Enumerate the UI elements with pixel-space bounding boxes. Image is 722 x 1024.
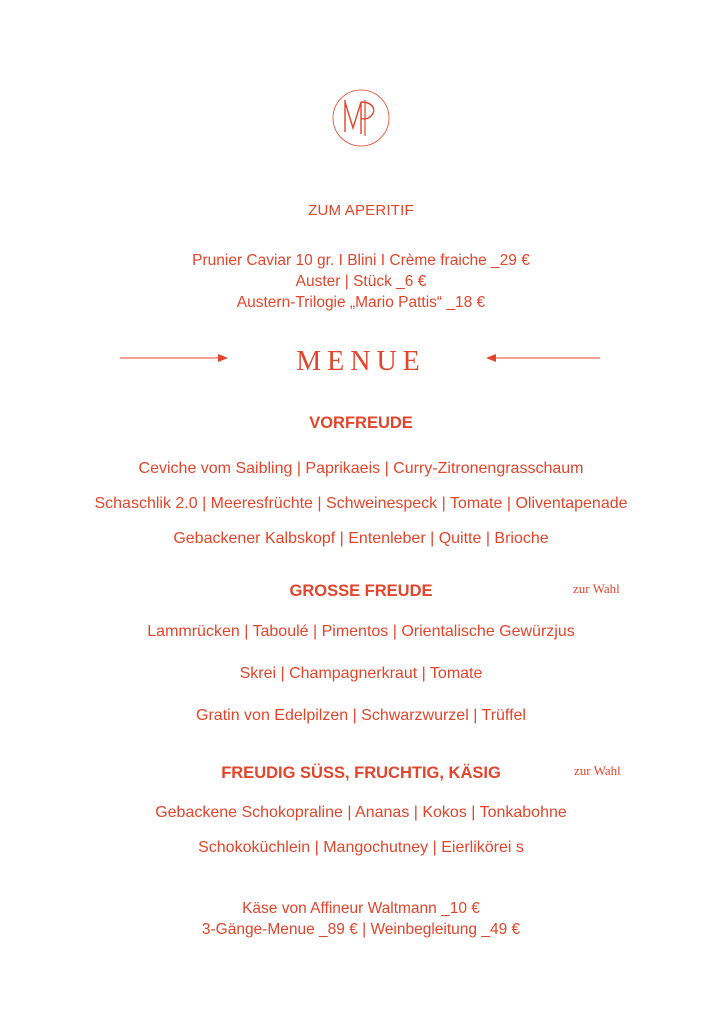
arrow-left-icon <box>484 352 600 364</box>
section-title-grosse-freude: GROSSE FREUDE <box>289 582 433 600</box>
dish-item: Skrei | Champagnerkraut | Tomate <box>239 665 483 682</box>
dish-item: Ceviche vom Saibling | Paprikaeis | Curry-Zitronengrasschaum <box>138 460 584 477</box>
monogram-logo-icon <box>331 88 391 148</box>
section-title-vorfreude: VORFREUDE <box>309 414 413 432</box>
aperitif-item: Austern-Trilogie „Mario Pattis“ _18 € <box>236 294 486 311</box>
footer-item: Käse von Affineur Waltmann _10 € <box>242 900 480 917</box>
dish-item: Gratin von Edelpilzen | Schwarzwurzel | Trüffel <box>196 707 526 724</box>
footer-item: 3-Gänge-Menue _89 € | Weinbegleitung _49 € <box>201 921 521 938</box>
aperitif-item: Prunier Caviar 10 gr. I Blini I Crème fraiche _29 € <box>192 252 530 269</box>
dish-item: Gebackener Kalbskopf | Entenleber | Quitte | Brioche <box>173 530 549 547</box>
aperitif-item: Auster | Stück _6 € <box>295 273 427 290</box>
dish-item: Lammrücken | Taboulé | Pimentos | Orientalische Gewürzjus <box>147 623 575 640</box>
section-title-dessert: FREUDIG SÜSS, FRUCHTIG, KÄSIG <box>221 764 501 782</box>
menue-title: MENUE <box>296 346 426 377</box>
aperitif-title: ZUM APERITIF <box>308 202 414 219</box>
choice-note: zur Wahl <box>573 581 620 596</box>
dish-item: Gebackene Schokopraline | Ananas | Kokos | Tonkabohne <box>155 804 567 821</box>
dish-item: Schokoküchlein | Mangochutney | Eierlikörei s <box>198 839 524 856</box>
dish-item: Schaschlik 2.0 | Meeresfrüchte | Schweinespeck | Tomate | Oliventapenade <box>94 495 628 512</box>
choice-note: zur Wahl <box>574 763 621 778</box>
